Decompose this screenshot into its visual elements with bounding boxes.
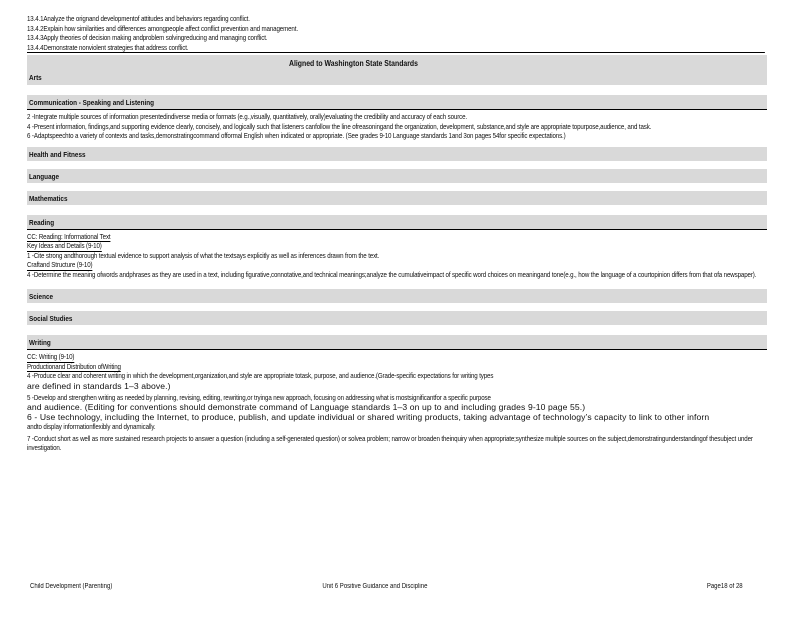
divider bbox=[27, 229, 767, 230]
list-item-continued: andto display informationflexibly and dynamically. bbox=[27, 422, 156, 431]
reading-heading: Reading bbox=[29, 217, 55, 227]
list-item: 4 -Determine the meaning ofwords andphrases as they are used in a text, including figurative,connotative,and technical meanings;analyze the cumulativeimpact of specific word choices on meaningand tone(e.g., how the language of a courtopinion differs from that ofa newspaper). bbox=[27, 269, 757, 279]
list-item: 4 -Produce clear and coherent writing in which the development,organization,and style are appropriate totask, purpose, and audience.(Grade-specific expectations for writing types bbox=[27, 371, 494, 380]
arts-label: Arts bbox=[29, 73, 42, 82]
list-item: 7 -Conduct short as well as more sustained research projects to answer a question (including a self-generated question) or solvea problem; narrow or broaden theinquiry when appropriate;synthesize multiple sources on the subject,demonstratingunderstandingof thesubject under investigation. bbox=[27, 433, 753, 452]
social-studies-heading: Social Studies bbox=[29, 314, 73, 323]
health-heading: Health and Fitness bbox=[29, 149, 86, 159]
list-item: 6 -Adaptspeechto a variety of contexts and tasks,demonstratingcommand offormal English when indicated or appropriate. (See grades 9-10 Language standards 1and 3on pages 54for specific expectations.) bbox=[27, 131, 566, 140]
page-footer bbox=[30, 583, 743, 595]
aligned-standards-header bbox=[27, 55, 767, 85]
standard-line: 13.4.2Explain how similarities and differences amongpeople affect conflict prevention and management. bbox=[27, 23, 298, 33]
reading-items bbox=[27, 232, 767, 280]
list-item: 2 -Integrate multiple sources of information presentedindiverse media or formats (e.g.,visually, quantitatively, orally)evaluating the credibility and accuracy of each source. bbox=[27, 112, 467, 121]
language-heading: Language bbox=[29, 171, 60, 181]
production-distribution-label: Productionand Distribution ofWriting bbox=[27, 361, 121, 371]
communication-section-bar bbox=[27, 95, 767, 109]
list-item: 1 -Cite strong andthorough textual evidence to support analysis of what the textsays explicitly as well as inferences drawn from the text. bbox=[27, 250, 380, 260]
footer-page-number: Page18 of 28 bbox=[706, 583, 743, 590]
standard-line: 13.4.3Apply theories of decision making andproblem solvingreducing and managing conflict. bbox=[27, 33, 268, 42]
divider bbox=[27, 109, 767, 110]
key-ideas-label: Key Ideas and Details (9-10) bbox=[27, 241, 102, 250]
list-item-continued: are defined in standards 1–3 above.) bbox=[27, 380, 171, 391]
footer-course: Child Development (Parenting) bbox=[30, 583, 113, 590]
standard-line: 13.4.1Analyze the orignand developmentof attitudes and behaviors regarding conflict. bbox=[27, 14, 250, 23]
communication-heading: Communication - Speaking and Listening bbox=[29, 98, 155, 107]
list-item: 4 -Present information, findings,and supporting evidence clearly, concisely, and logically such that listeners canfollow the line ofreasoningand the organization, development, substance,and style are appropriate topurpose,audience, and task. bbox=[27, 121, 652, 131]
standard-line: 13.4.4Demonstrate nonviolent strategies that address conflict. bbox=[27, 43, 765, 54]
mathematics-section-bar bbox=[27, 191, 767, 205]
list-item: 6 - Use technology, including the Internet, to produce, publish, and update individual or shared writing products, taking advantage of technology’s capacity to link to other inforn bbox=[27, 412, 710, 422]
cc-reading-label: CC: Reading: Informational Text bbox=[27, 231, 111, 241]
health-section-bar bbox=[27, 147, 767, 161]
top-standards-list bbox=[27, 14, 767, 53]
list-item: 5 -Develop and strengthen writing as needed by planning, revising, editing, rewriting,or tryinga new approach, focusing on addressing what is mostsignificantfor a specific purpose bbox=[27, 392, 491, 402]
document-page bbox=[27, 14, 767, 453]
writing-section-bar bbox=[27, 335, 767, 349]
reading-section-bar bbox=[27, 215, 767, 229]
writing-heading: Writing bbox=[29, 338, 51, 347]
list-item-continued: and audience. (Editing for conventions should demonstrate command of Language standards 1–3 on up to and including grades 9-10 page 55.) bbox=[27, 402, 586, 412]
science-section-bar bbox=[27, 289, 767, 303]
science-heading: Science bbox=[29, 292, 54, 301]
craft-structure-label: Craftand Structure (9-10) bbox=[27, 260, 93, 269]
writing-items bbox=[27, 352, 767, 453]
language-section-bar bbox=[27, 169, 767, 183]
aligned-heading: Aligned to Washington State Standards bbox=[289, 59, 418, 68]
cc-writing-label: CC: Writing (9-10) bbox=[27, 352, 75, 361]
communication-items bbox=[27, 112, 767, 141]
footer-unit: Unit 6 Positive Guidance and Discipline bbox=[322, 583, 428, 590]
mathematics-heading: Mathematics bbox=[29, 193, 68, 203]
divider bbox=[27, 349, 767, 350]
social-studies-section-bar bbox=[27, 311, 767, 325]
